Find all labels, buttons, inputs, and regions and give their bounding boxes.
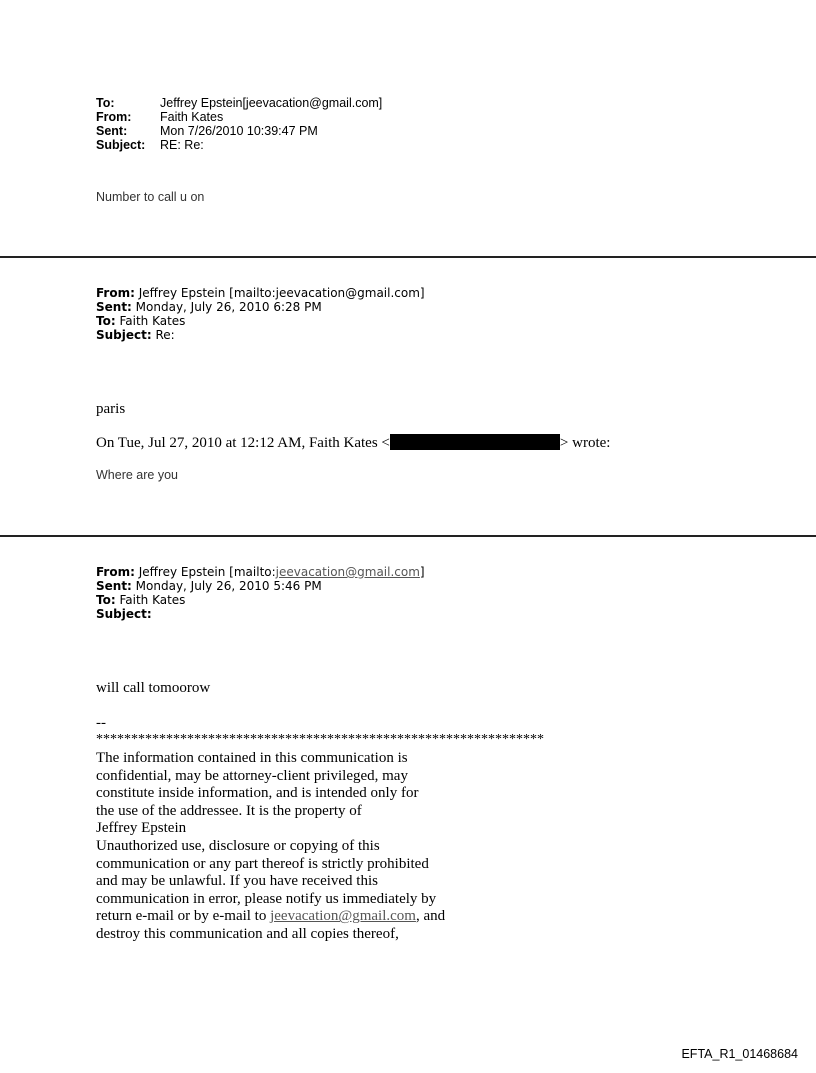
disclaimer-line: Unauthorized use, disclosure or copying of this — [96, 837, 380, 854]
redaction-block — [390, 434, 560, 450]
sent-value: Mon 7/26/2010 10:39:47 PM — [160, 124, 318, 138]
quote-intro: On Tue, Jul 27, 2010 at 12:12 AM, Faith Kates < — [96, 435, 390, 451]
to-row — [96, 593, 425, 607]
to-value: Jeffrey Epstein[jeevacation@gmail.com] — [160, 96, 383, 110]
to-row — [96, 96, 382, 110]
disclaimer-block — [96, 750, 445, 944]
to-label: To: — [96, 314, 116, 328]
message-1-body: Number to call u on — [96, 190, 205, 204]
disclaimer-suffix: , and — [415, 908, 446, 925]
sent-label: Sent: — [96, 300, 132, 314]
message-2-header — [96, 286, 425, 342]
disclaimer-line: communication in error, please notify us immediately by — [96, 890, 437, 907]
to-row — [96, 314, 425, 328]
subject-label: Subject: — [96, 607, 152, 621]
to-value: Faith Kates — [115, 593, 186, 607]
from-row — [96, 286, 425, 300]
sent-row — [96, 300, 425, 314]
email-link[interactable]: jeevacation@gmail.com — [270, 908, 416, 925]
disclaimer-line: The information contained in this communication is — [96, 750, 408, 766]
subject-row — [96, 607, 425, 621]
sent-value: Monday, July 26, 2010 6:28 PM — [131, 300, 322, 314]
message-2-body: paris — [96, 401, 126, 417]
disclaimer-line — [96, 908, 445, 926]
from-value: Jeffrey Epstein [mailto:jeevacation@gmail.com] — [134, 286, 425, 300]
disclaimer-line: communication or any part thereof is strictly prohibited — [96, 855, 429, 872]
from-value: Faith Kates — [160, 110, 224, 124]
quote-intro-line — [96, 434, 610, 452]
disclaimer-line: and may be unlawful. If you have received this — [96, 873, 378, 890]
sent-label: Sent: — [96, 579, 132, 593]
message-1-header — [96, 96, 382, 152]
subject-label: Subject: — [96, 138, 146, 152]
sent-label: Sent: — [96, 124, 128, 138]
disclaimer-line: the use of the addressee. It is the property of — [96, 802, 362, 819]
from-row — [96, 110, 382, 124]
to-label: To: — [96, 96, 115, 110]
to-label: To: — [96, 593, 116, 607]
message-3-body: will call tomoorow — [96, 680, 211, 696]
quoted-body: Where are you — [96, 468, 178, 482]
email-link[interactable]: jeevacation@gmail.com — [275, 565, 420, 579]
from-row — [96, 565, 425, 579]
from-label: From: — [96, 565, 135, 579]
quote-tail: > wrote: — [559, 435, 611, 451]
subject-row — [96, 328, 425, 342]
subject-value: Re: — [151, 328, 175, 342]
to-value: Faith Kates — [115, 314, 186, 328]
subject-label: Subject: — [96, 328, 152, 342]
disclaimer-line: constitute inside information, and is intended only for — [96, 785, 419, 802]
from-label: From: — [96, 110, 132, 124]
subject-row — [96, 138, 382, 152]
document-id: EFTA_R1_01468684 — [681, 1047, 798, 1061]
subject-value: RE: Re: — [160, 138, 204, 152]
divider-1 — [0, 256, 816, 258]
sent-value: Monday, July 26, 2010 5:46 PM — [131, 579, 322, 593]
from-suffix: ] — [419, 565, 425, 579]
disclaimer-line: destroy this communication and all copies thereof, — [96, 925, 399, 942]
message-3-header — [96, 565, 425, 621]
from-prefix: Jeffrey Epstein [mailto: — [134, 565, 276, 579]
disclaimer-prefix: return e-mail or by e-mail to — [96, 908, 271, 925]
sent-row — [96, 579, 425, 593]
sent-row — [96, 124, 382, 138]
divider-2 — [0, 535, 816, 537]
from-label: From: — [96, 286, 135, 300]
signature-dashes: -- — [96, 715, 106, 731]
star-separator: **************************************************************** — [96, 732, 544, 747]
disclaimer-line: confidential, may be attorney-client privileged, may — [96, 767, 408, 784]
disclaimer-line: Jeffrey Epstein — [96, 820, 187, 837]
